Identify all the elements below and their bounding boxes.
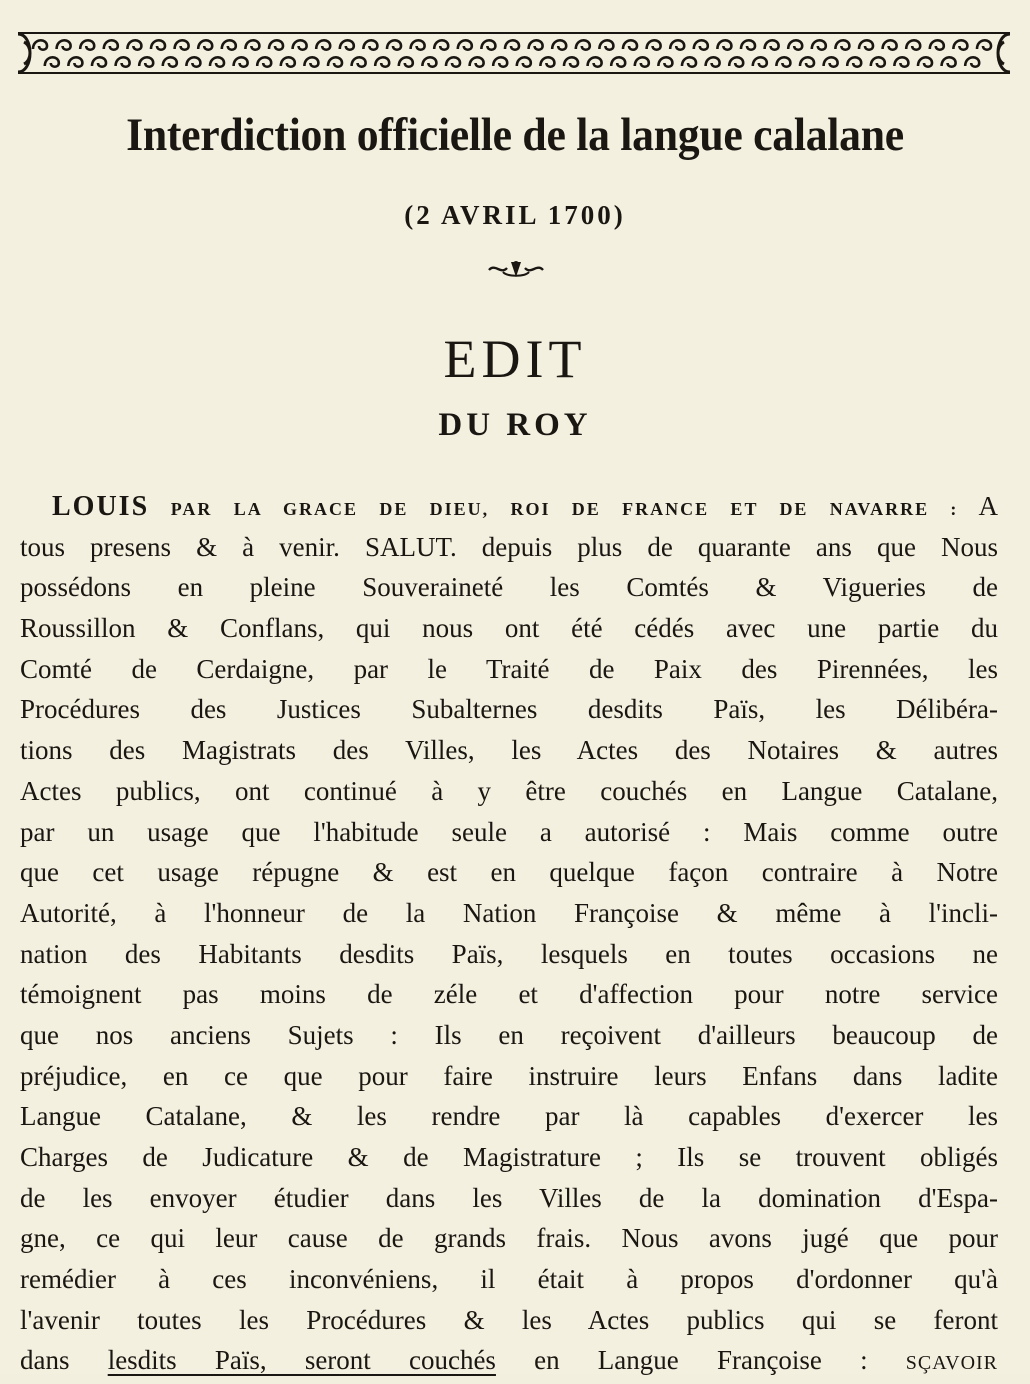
text-line: Autorité, à l'honneur de la Nation Françoise & même à l'incli- [20, 897, 998, 928]
text-line: témoignent pas moins de zéle et d'affection pour notre service [20, 979, 998, 1010]
edict-heading: EDIT [443, 329, 587, 389]
last-line-post: en Langue Françoise : [534, 1345, 868, 1376]
text-line: Charges de Judicature & de Magistrature ; Ils se trouvent obligés [20, 1142, 998, 1172]
text-line: gne, ce qui leur cause de grands frais. Nous avons jugé que pour [20, 1223, 998, 1254]
ornament-scroll-icon [14, 30, 1014, 76]
fleuron-icon [485, 257, 547, 281]
text-line-last [20, 1340, 998, 1381]
text-line: Actes publics, ont continué à y être couchés en Langue Catalane, [20, 775, 998, 806]
text-line: que cet usage répugne & est en quelque façon contraire à Notre [20, 857, 998, 888]
page-title: Interdiction officielle de la langue calalane [126, 109, 904, 161]
document-date: (2 AVRIL 1700) [404, 200, 626, 230]
text-line: Comté de Cerdaigne, par le Traité de Paix des Pirennées, les [20, 653, 998, 684]
text-line: Roussillon & Conflans, qui nous ont été cédés avec une partie du [20, 613, 998, 644]
text-line: par un usage que l'habitude seule a autorisé : Mais comme outre [20, 816, 998, 847]
royal-title: PAR LA GRACE DE DIEU, ROI DE FRANCE ET DE NAVARRE : [170, 499, 959, 519]
text-line: l'avenir toutes les Procédures & les Actes publics qui se feront [20, 1304, 998, 1335]
text-line: Procédures des Justices Subalternes desdits Païs, les Délibéra- [20, 694, 998, 725]
edict-subheading: DU ROY [438, 407, 592, 443]
text-line: préjudice, en ce que pour faire instruire leurs Enfans dans ladite [20, 1060, 998, 1091]
text-line: possédons en pleine Souveraineté les Comtés & Vigueries de [20, 572, 998, 603]
last-line-caps: SÇAVOIR [905, 1352, 999, 1375]
opening-name: LOUIS [52, 491, 150, 522]
text-line: remédier à ces inconvéniens, il était à propos d'ordonner qu'à [20, 1264, 998, 1295]
text-line: tous presens & à venir. SALUT. depuis plus de quarante ans que Nous [20, 531, 998, 562]
last-line-pre: dans [20, 1345, 70, 1376]
text-line: Langue Catalane, & les rendre par là capables d'exercer les [20, 1101, 998, 1132]
underlined-phrase: lesdits Païs, seront couchés [107, 1345, 496, 1376]
edict-body [20, 486, 998, 1381]
text-line [20, 486, 998, 527]
text-line: nation des Habitants desdits Païs, lesquels en toutes occasions ne [20, 938, 998, 969]
text-line: de les envoyer étudier dans les Villes de la domination d'Espa- [20, 1182, 998, 1213]
text-line: que nos anciens Sujets : Ils en reçoivent d'ailleurs beaucoup de [20, 1019, 998, 1050]
ornamental-border-band [14, 30, 1014, 76]
text-line: tions des Magistrats des Villes, les Actes des Notaires & autres [20, 735, 998, 766]
line-end-word: A [978, 491, 999, 521]
